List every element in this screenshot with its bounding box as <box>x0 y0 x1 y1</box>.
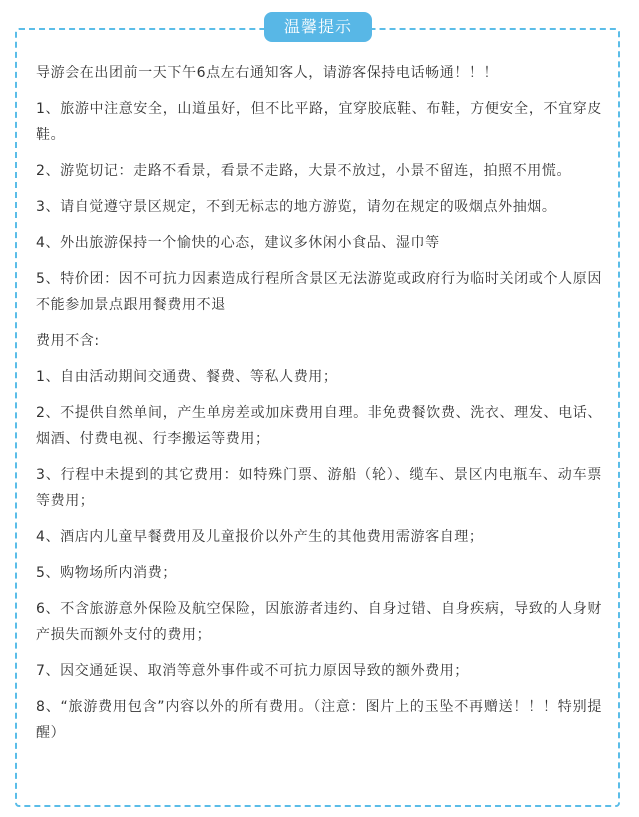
excluded-item-5: 5、购物场所内消费； <box>36 565 177 581</box>
notice-intro: 导游会在出团前一天下午6点左右通知客人，请游客保持电话畅通！！！ <box>36 65 499 81</box>
excluded-item-4: 4、酒店内儿童早餐费用及儿童报价以外产生的其他费用需游客自理； <box>36 529 484 545</box>
tip-item-5: 5、特价团：因不可抗力因素造成行程所含景区无法游览或政府行为临时关闭或个人原因不能参加景点跟用餐费用不退 <box>36 271 602 313</box>
tip-item-2: 2、游览切记：走路不看景，看景不走路，大景不放过，小景不留连，拍照不用慌。 <box>36 163 572 179</box>
excluded-item-1: 1、自由活动期间交通费、餐费、等私人费用； <box>36 369 338 385</box>
excluded-item-7: 7、因交通延误、取消等意外事件或不可抗力原因导致的额外费用； <box>36 663 469 679</box>
tip-item-4: 4、外出旅游保持一个愉快的心态，建议多休闲小食品、湿巾等 <box>36 235 440 251</box>
excluded-item-8: 8、“旅游费用包含”内容以外的所有费用。（注意：图片上的玉坠不再赠送！！！特别提醒） <box>36 699 602 741</box>
tip-item-1: 1、旅游中注意安全，山道虽好，但不比平路，宜穿胶底鞋、布鞋，方便安全，不宜穿皮鞋。 <box>36 101 602 143</box>
tip-item-3: 3、请自觉遵守景区规定，不到无标志的地方游览，请勿在规定的吸烟点外抽烟。 <box>36 199 557 215</box>
excluded-item-6: 6、不含旅游意外保险及航空保险，因旅游者违约、自身过错、自身疾病，导致的人身财产损失而额外支付的费用； <box>36 601 602 643</box>
excluded-item-2: 2、不提供自然单间，产生单房差或加床费用自理。非免费餐饮费、洗衣、理发、电话、烟酒、付费电视、行李搬运等费用； <box>36 405 602 447</box>
excluded-costs-heading: 费用不含: <box>36 333 100 349</box>
notice-content <box>36 60 602 756</box>
notice-title: 温馨提示 <box>264 12 372 42</box>
excluded-item-3: 3、行程中未提到的其它费用：如特殊门票、游船（轮）、缆车、景区内电瓶车、动车票等费用； <box>36 467 602 509</box>
